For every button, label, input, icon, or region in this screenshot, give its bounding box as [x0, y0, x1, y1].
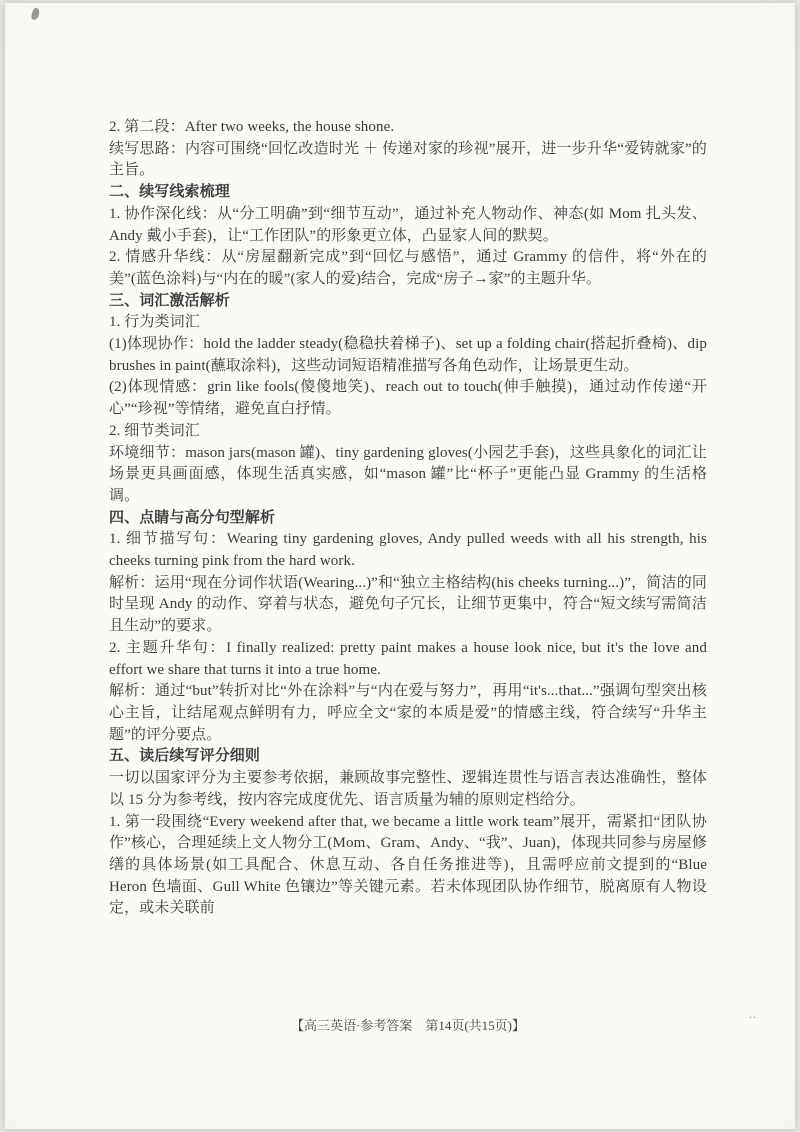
paragraph: 1. 第一段围绕“Every weekend after that, we became a little work team”展开，需紧扣“团队协作”核心，合理延续上文人物分工(Mom、Gram、Andy、“我”、Juan)，体现共同参与房屋修缮的具体场景(如工具配合、休息互动、各自任务推进等)，且需呼应前文提到的“Blue Heron 色墙面、Gull White 色镶边”等关键元素。若未体现团队协作细节，脱离原有人物设定，或未关联前 [109, 813, 707, 917]
section-heading: 三、词汇激活解析 [109, 292, 230, 309]
paragraph: 2. 主题升华句：I finally realized: pretty paint makes a house look nice, but it's the love and effort we share that turns it into a true home. [109, 639, 707, 678]
section-heading: 五、读后续写评分细则 [109, 748, 261, 765]
scan-artifact [30, 7, 40, 21]
subsection-heading: 1. 行为类词汇 [109, 314, 200, 331]
paragraph: 一切以国家评分为主要参考依据，兼顾故事完整性、逻辑连贯性与语言表达准确性，整体以 15 分为参考线，按内容完成度优先、语言质量为辅的原则定档给分。 [109, 770, 707, 808]
section-heading: 二、续写线索梳理 [109, 184, 230, 201]
paragraph: 解析：运用“现在分词作状语(Wearing...)”和“独立主格结构(his cheeks turning...)”，简洁的同时呈现 Andy 的动作、穿着与状态，避免句子冗长，让细节更集中，符合“短文续写需简洁且生动”的要求。 [109, 574, 707, 635]
paragraph: 续写思路：内容可围绕“回忆改造时光 ＋ 传递对家的珍视”展开，进一步升华“爱铸就家”的主旨。 [109, 140, 707, 179]
paragraph: 1. 细节描写句：Wearing tiny gardening gloves, Andy pulled weeds with all his strength, his cheeks turning pink from the hard work. [109, 531, 707, 570]
scan-dots-mark: .. [749, 1007, 757, 1021]
section-heading: 四、点睛与高分句型解析 [109, 509, 276, 526]
page-footer: 【高三英语·参考答案 第14页(共15页)】 [291, 1018, 525, 1033]
paragraph: 2. 情感升华线：从“房屋翻新完成”到“回忆与感悟”，通过 Grammy 的信件，将“外在的美”(蓝色涂料)与“内在的暖”(家人的爱)结合，完成“房子→家”的主题升华。 [109, 249, 707, 287]
subsection-heading: 2. 细节类词汇 [109, 422, 200, 439]
paragraph: 2. 第二段：After two weeks, the house shone. [109, 119, 395, 135]
paragraph: 解析：通过“but”转折对比“外在涂料”与“内在爱与努力”，再用“it's...that...”强调句型突出核心主旨，让结尾观点鲜明有力，呼应全文“家的本质是爱”的情感主线，符合续写“升华主题”的评分要点。 [109, 683, 707, 743]
paragraph: (2)体现情感：grin like fools(傻傻地笑)、reach out to touch(伸手触摸)，通过动作传递“开心”“珍视”等情绪，避免直白抒情。 [109, 379, 707, 418]
answer-key-body [109, 117, 707, 920]
paragraph: (1)体现协作：hold the ladder steady(稳稳扶着梯子)、set up a folding chair(搭起折叠椅)、dip brushes in paint(蘸取涂料)，这些动词短语精准描写各角色动作，让场景更生动。 [109, 336, 707, 374]
paragraph: 1. 协作深化线：从“分工明确”到“细节互动”，通过补充人物动作、神态(如 Mom 扎头发、Andy 戴小手套)，让“工作团队”的形象更立体，凸显家人间的默契。 [109, 205, 707, 244]
paragraph: 环境细节：mason jars(mason 罐)、tiny gardening gloves(小园艺手套)，这些具象化的词汇让场景更具画面感，体现生活真实感，如“mason 罐”比“杯子”更能凸显 Grammy 的生活格调。 [109, 444, 707, 504]
document-page [5, 3, 795, 1129]
